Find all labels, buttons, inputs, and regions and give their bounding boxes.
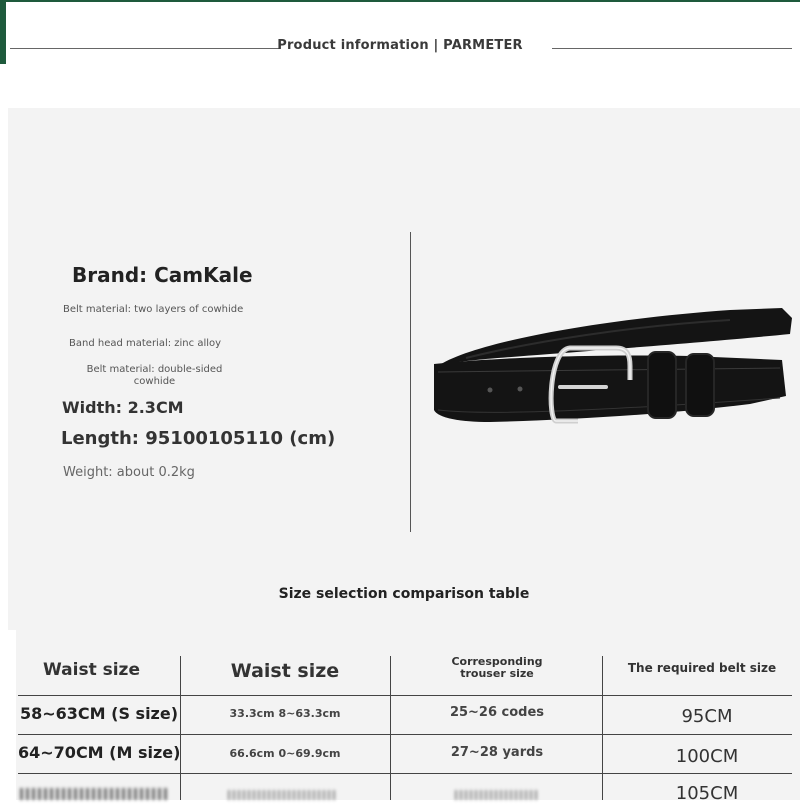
table-cell: 105CM [675, 783, 739, 804]
table-row-divider-2 [18, 734, 792, 735]
table-cell: 100CM [675, 746, 739, 767]
table-cell: 66.6cm 0~69.9cm [229, 747, 341, 760]
table-col-divider-3 [602, 656, 603, 800]
table-cell: 64~70CM (M size) [18, 743, 181, 762]
band-head-material-label: Band head material: zinc alloy [69, 338, 222, 349]
belt-material-double-label [82, 364, 227, 388]
left-accent-bar [0, 0, 6, 64]
belt-material-label: Belt material: two layers of cowhide [63, 304, 244, 315]
table-cell: 27~28 yards [450, 745, 544, 760]
table-row-divider-1 [18, 695, 792, 696]
table-cell-obscured [228, 790, 338, 800]
table-cell: 58~63CM (S size) [19, 704, 179, 723]
table-header-cell: Corresponding trouser size [451, 655, 543, 680]
belt-material-double-line1: Belt material: double-sided [86, 364, 223, 375]
belt-material-double-line2: cowhide [133, 376, 176, 387]
length-label: Length: 95100105110 (cm) [61, 428, 336, 449]
weight-label: Weight: about 0.2kg [63, 465, 195, 480]
page-title: Product information | PARMETER [277, 38, 523, 53]
table-col-divider-2 [390, 656, 391, 800]
table-cell: 95CM [681, 706, 733, 727]
table-header-cell: Waist size [43, 660, 140, 680]
table-col-divider-1 [180, 656, 181, 800]
table-header-cell: The required belt size [627, 661, 777, 675]
table-cell-obscured [455, 790, 540, 800]
brand-label: Brand: CamKale [72, 263, 253, 287]
table-cell: 33.3cm 8~63.3cm [229, 707, 341, 720]
top-accent-line [0, 0, 800, 2]
table-cell: 25~26 codes [449, 705, 545, 720]
table-header-cell: Waist size [230, 660, 340, 682]
width-label: Width: 2.3CM [62, 398, 184, 417]
table-row-divider-3 [18, 773, 792, 774]
belt-image [430, 300, 792, 435]
table-cell-obscured [20, 788, 170, 800]
size-table-title: Size selection comparison table [278, 586, 530, 602]
spec-divider [410, 232, 411, 532]
